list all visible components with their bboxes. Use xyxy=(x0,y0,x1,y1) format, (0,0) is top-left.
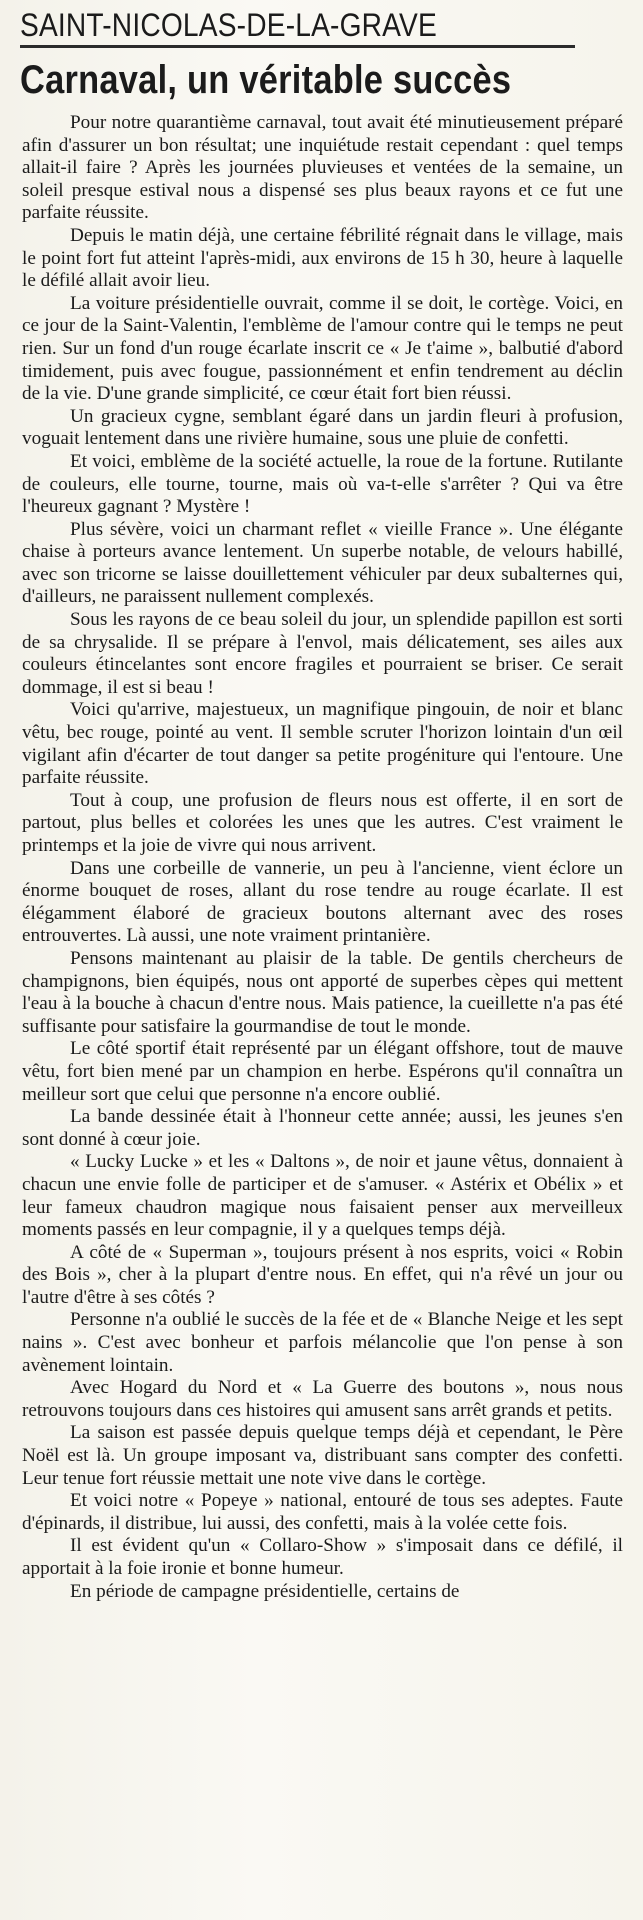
paragraph: Depuis le matin déjà, une certaine fébrilité régnait dans le village, mais le point fort fut atteint l'après-midi, aux environs de 15 h 30, heure à laquelle le défilé allait avoir lieu. xyxy=(22,224,623,292)
paragraph: Personne n'a oublié le succès de la fée et de « Blanche Neige et les sept nains ». C'est avec bonheur et parfois mélancolie que l'on pense à son avènement lointain. xyxy=(22,1309,623,1376)
paragraph: Plus sévère, voici un charmant reflet « vieille France ». Une élégante chaise à porteurs avance lentement. Un superbe notable, de velours habillé, avec son tricorne se laisse douillettement véhiculer par deux subalternes qui, d'ailleurs, ne paraissent nullement complexés. xyxy=(22,518,623,608)
paragraph: « Lucky Lucke » et les « Daltons », de noir et jaune vêtus, donnaient à chacun une envie folle de participer et de s'amuser. « Astérix et Obélix » et leur fameux chaudron magique nous faisaient penser aux merveilleux moments passés en leur compagnie, il y a quelques temps déjà. xyxy=(22,1151,623,1241)
paragraph: La voiture présidentielle ouvrait, comme il se doit, le cortège. Voici, en ce jour de la Saint-Valentin, l'emblème de l'amour contre qui le temps ne peut rien. Sur un fond d'un rouge écarlate inscrit ce « Je t'aime », balbutié d'abord timidement, puis avec fougue, passionnément et enfin tendrement au déclin de la vie. D'une grande simplicité, ce cœur était fort bien réussi. xyxy=(22,292,623,405)
section-title: SAINT-NICOLAS-DE-LA-GRAVE xyxy=(20,7,437,43)
paragraph: Et voici, emblème de la société actuelle, la roue de la fortune. Rutilante de couleurs, elle tourne, tourne, mais où va-t-elle s'arrêter ? Qui va être l'heureux gagnant ? Mystère ! xyxy=(22,450,623,518)
paragraph: La saison est passée depuis quelque temps déjà et cependant, le Père Noël est là. Un groupe imposant va, distribuant sans compter des confetti. Leur tenue fort réussie mettait une note vive dans le cortège. xyxy=(22,1422,623,1489)
paragraph: Pensons maintenant au plaisir de la table. De gentils chercheurs de champignons, bien équipés, nous ont apporté de superbes cèpes qui mettent l'eau à la bouche à chacun d'entre nous. Mais patience, la cueillette n'a pas été suffisante pour satisfaire la gourmandise de tout le monde. xyxy=(22,947,623,1037)
paragraph: Un gracieux cygne, semblant égaré dans un jardin fleuri à profusion, voguait lentement dans une rivière humaine, sous une pluie de confetti. xyxy=(22,405,623,450)
paragraph: Sous les rayons de ce beau soleil du jour, un splendide papillon est sorti de sa chrysalide. Il se prépare à l'envol, mais délicatement, ses ailes aux couleurs étincelantes sont encore fragiles et pourraient se briser. Ce serait dommage, il est si beau ! xyxy=(22,609,623,698)
paragraph: Avec Hogard du Nord et « La Guerre des boutons », nous nous retrouvons toujours dans ces histoires qui amusent sans arrêt grands et petits. xyxy=(22,1377,623,1421)
paragraph: Le côté sportif était représenté par un élégant offshore, tout de mauve vêtu, fort bien mené par un champion en herbe. Espérons qu'il connaîtra un meilleur sort que celui que personne n'a encore oublié. xyxy=(22,1038,623,1105)
paragraph: Et voici notre « Popeye » national, entouré de tous ses adeptes. Faute d'épinards, il distribue, lui aussi, des confetti, mais à la volée cette fois. xyxy=(22,1490,623,1534)
paragraph: La bande dessinée était à l'honneur cette année; aussi, les jeunes s'en sont donné à cœur joie. xyxy=(22,1106,623,1150)
paragraph: A côté de « Superman », toujours présent à nos esprits, voici « Robin des Bois », cher à la plupart d'entre nous. En effet, qui n'a rêvé un jour ou l'autre d'être à ses côtés ? xyxy=(22,1241,623,1308)
clipping-header xyxy=(0,0,643,106)
paragraph: Il est évident qu'un « Collaro-Show » s'imposait dans ce défilé, il apportait à la foie ironie et bonne humeur. xyxy=(22,1535,623,1579)
article-body xyxy=(0,112,643,1603)
paragraph: Tout à coup, une profusion de fleurs nous est offerte, il en sort de partout, plus belles et colorées les unes que les autres. C'est vraiment le printemps et la joie de vivre qui nous arrivent. xyxy=(22,789,623,856)
paragraph: Voici qu'arrive, majestueux, un magnifique pingouin, de noir et blanc vêtu, bec rouge, pointé au vent. Il semble scruter l'horizon lointain d'un œil vigilant afin d'écarter de tout danger sa petite progéniture qui l'entoure. Une parfaite réussite. xyxy=(22,699,623,789)
headline: Carnaval, un véritable succès xyxy=(20,58,512,102)
paragraph: Pour notre quarantième carnaval, tout avait été minutieusement préparé afin d'assurer un bon résultat; une inquiétude restait cependant : quel temps allait-il faire ? Après les journées pluvieuses et ventées de la semaine, un soleil presque estival nous a dispensé ses plus beaux rayons et ce fut une parfaite réussite. xyxy=(22,112,623,224)
paragraph: Dans une corbeille de vannerie, un peu à l'ancienne, vient éclore un énorme bouquet de roses, allant du rose tendre au rouge écarlate. Il est élégamment élaboré de gracieux boutons alternant avec des roses entrouvertes. Là aussi, une note vraiment printanière. xyxy=(22,857,623,947)
section-rule xyxy=(20,45,575,48)
paragraph: En période de campagne présidentielle, certains de xyxy=(70,1580,460,1602)
